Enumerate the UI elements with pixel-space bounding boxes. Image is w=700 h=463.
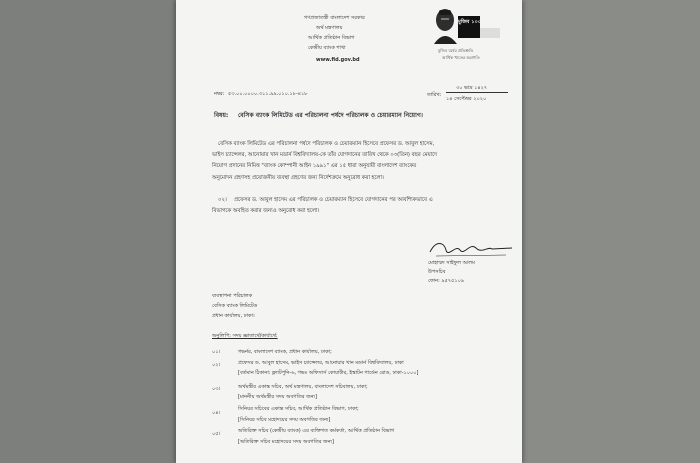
background-right: [520, 0, 700, 463]
logo-caption-1: মুজিব বর্ষের প্রতিশ্রুতি: [438, 48, 474, 53]
body-line: বিভাগকে অবহিত করার জন্যও অনুরোধ করা হলো।: [212, 208, 320, 214]
recipient-line: প্রধান কার্যালয়, ঢাকা।: [212, 313, 255, 319]
header-line-branch: কেন্দ্রীয় ব্যাংক শাখা: [308, 45, 346, 51]
copy-item-text: প্রফেসর ড. আবুল হাসেম, ভাইস চ্যান্সেলর, আনোয়ার খান মডার্ন বিশ্ববিদ্যালয়, ঢাকা: [238, 360, 404, 366]
signature-image: [426, 238, 516, 260]
body-line: অনুমোদন গ্রহণসহ প্রয়োজনীয় ব্যবস্থা গ্রহণের জন্য নির্দেশক্রমে অনুরোধ করা হলো।: [212, 175, 384, 181]
date-gregorian: ১৪ সেপ্টেম্বর ২০২০: [446, 96, 487, 102]
mujib-100-logo-image: [430, 6, 502, 46]
copy-item-number: ০৫।: [212, 431, 221, 437]
body-line: নিয়োগ প্রদানের নিমিত্ত "ব্যাংক কোম্পানী আইন ১৯৯১" এর ১৫ ধারা অনুযায়ী বাংলাদেশ ব্যাংকের: [212, 163, 417, 169]
signatory-phone: ফোন: ৯৫৭৫১০৯: [428, 278, 465, 284]
header-line-ministry: অর্থ মন্ত্রণালয়: [316, 25, 343, 31]
body-line: বেসিক ব্যাংক লিমিটেড এর পরিচালনা পর্ষদে পরিচালক ও চেয়ারম্যান হিসেবে প্রফেসর ড. আবুল হাসেম,: [218, 141, 435, 147]
copy-item-text: সিনিয়র সচিবের একান্ত সচিব, আর্থিক প্রতিষ্ঠান বিভাগ, ঢাকা;: [238, 406, 359, 412]
copy-item-text: [সিনিয়র সচিব মহোদয়ের সদয় অবগতির জন্য]: [238, 417, 331, 423]
copy-item-text: গভর্নর, বাংলাদেশ ব্যাংক, প্রধান কার্যালয়, ঢাকা;: [238, 349, 332, 355]
copy-item-number: ০৩।: [212, 386, 221, 392]
body-line: প্রফেসর ড. আবুল হাসেম এর পরিচালক ও চেয়ারম্যান হিসেবে যোগদানের পর আবশ্যিকভাবে এ: [234, 197, 433, 203]
paragraph-number: ০২।: [218, 197, 227, 203]
logo-text: মুজিব ১০০: [458, 19, 481, 25]
copy-item-number: ০২।: [212, 362, 221, 368]
recipient-line: ব্যবস্থাপনা পরিচালক: [212, 293, 253, 299]
recipient-line: বেসিক ব্যাংক লিমিটেড: [212, 303, 258, 309]
copy-item-text: [অতিরিক্ত সচিব মহোদয়ের সদয় অবগতির জন্য]: [238, 439, 334, 445]
date-divider: [446, 92, 508, 93]
copy-item-text: [মাননীয় অর্থমন্ত্রীর সদয় অবগতির জন্য]: [238, 394, 317, 400]
copy-item-text: [বর্তমান ঠিকানা: ফ্ল্যাটপুনি-৬, গভঃ অফিসার্স কোয়ার্টার, ইস্কাটন গার্ডেন রোড, ঢাকা-১০০০]: [238, 370, 419, 376]
copy-item-number: ০৪।: [212, 410, 221, 416]
header-line-division: আর্থিক প্রতিষ্ঠান বিভাগ: [308, 35, 355, 41]
signatory-name: মোহাম্মদ সাইফুল আলম: [428, 260, 475, 266]
logo-caption-2: আর্থিক খাতের অগ্রগতি: [442, 55, 480, 60]
background-left: [0, 0, 176, 463]
signatory-designation: উপসচিব: [428, 269, 446, 275]
memo-number-label: নম্বর:: [214, 91, 225, 97]
website-link[interactable]: www.fid.gov.bd: [316, 57, 360, 63]
copy-item-text: অর্থমন্ত্রীর একান্ত সচিব, অর্থ মন্ত্রণালয়, বাংলাদেশ সচিবালয়, ঢাকা;: [238, 384, 368, 390]
subject-text: বেসিক ব্যাংক লিমিটেড এর পরিচালনা পর্ষদে পরিচালক ও চেয়ারম্যান নিয়োগ।: [238, 112, 423, 119]
body-line: ভাইস চ্যান্সেলর, আনোয়ার খান মডার্ন বিশ্ববিদ্যালয়-কে তাঁর যোগদানের তারিখ থেকে ০৩(তিন) বছর মেয়াদে: [212, 152, 438, 158]
memo-number: ৫৩.০০.০০০০.৩১১.৯৯.০১০.১৮-৪১৮: [228, 91, 308, 97]
date-label: তারিখ:: [427, 92, 442, 98]
header-line-govt: গণপ্রজাতন্ত্রী বাংলাদেশ সরকার: [304, 15, 365, 21]
letter-page: [176, 0, 522, 463]
copy-item-number: ০১।: [212, 349, 221, 355]
subject-label: বিষয়:: [214, 112, 229, 119]
copy-item-text: অতিরিক্ত সচিব (কেন্দ্রীয় ব্যাংক) এর ব্যক্তিগত কর্মকর্তা, আর্থিক প্রতিষ্ঠান বিভাগ: [238, 428, 395, 434]
copies-heading: অনুলিপি: সদয় জ্ঞাতার্থে/কার্যার্থে:: [212, 333, 278, 339]
date-bangla-calendar: ৩০ ভাদ্র ১৪২৭: [456, 85, 488, 91]
